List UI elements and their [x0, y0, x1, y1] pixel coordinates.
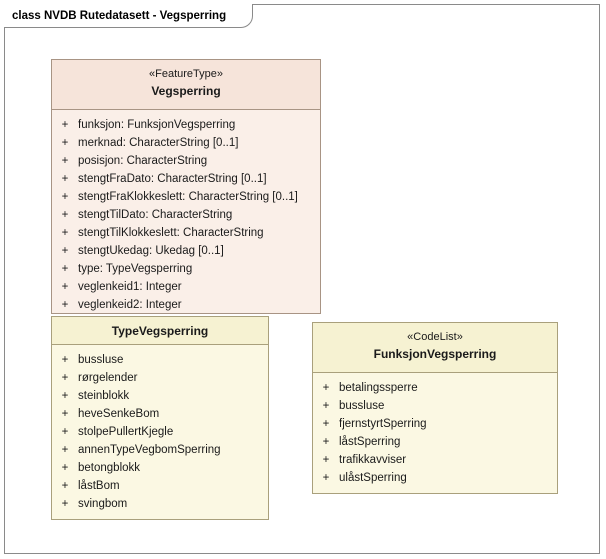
attribute-row — [52, 351, 268, 369]
attribute-visibility: + — [322, 436, 330, 448]
attribute-visibility: + — [322, 382, 330, 394]
attribute-text: posisjon: CharacterString — [78, 155, 208, 167]
class-name: FunksjonVegsperring — [373, 347, 497, 361]
attribute-visibility: + — [61, 480, 69, 492]
attribute-visibility: + — [322, 454, 330, 466]
class-name: TypeVegsperring — [111, 324, 209, 338]
class-stereotype: «CodeList» — [407, 331, 463, 343]
attribute-text: stengtUkedag: Ukedag [0..1] — [78, 245, 224, 257]
attribute-row — [52, 260, 320, 278]
class-stereotype: «FeatureType» — [149, 68, 223, 80]
attribute-visibility: + — [322, 400, 330, 412]
attribute-row — [52, 423, 268, 441]
attribute-row — [52, 459, 268, 477]
attribute-row — [52, 116, 320, 134]
attribute-row — [52, 170, 320, 188]
diagram-title: class NVDB Rutedatasett - Vegsperring — [12, 10, 227, 22]
attribute-visibility: + — [61, 227, 69, 239]
attribute-visibility: + — [61, 390, 69, 402]
class-header-vegsperring — [52, 60, 320, 110]
attribute-row — [313, 397, 557, 415]
attribute-visibility: + — [61, 281, 69, 293]
attribute-row — [52, 387, 268, 405]
attribute-row — [52, 188, 320, 206]
attribute-visibility: + — [61, 137, 69, 149]
attribute-row — [313, 415, 557, 433]
class-box-typevegsperring[interactable] — [51, 316, 269, 520]
attribute-row — [52, 206, 320, 224]
attribute-visibility: + — [61, 444, 69, 456]
attribute-visibility: + — [61, 462, 69, 474]
attribute-row — [52, 477, 268, 495]
attribute-text: heveSenkeBom — [78, 408, 160, 420]
attribute-text: svingbom — [78, 498, 128, 510]
attribute-row — [52, 495, 268, 513]
attribute-list-typevegsperring — [52, 345, 268, 521]
attribute-text: bussluse — [78, 354, 124, 366]
attribute-row — [52, 152, 320, 170]
diagram-title-tab — [4, 4, 253, 28]
attribute-visibility: + — [322, 418, 330, 430]
attribute-row — [52, 441, 268, 459]
attribute-text: rørgelender — [78, 372, 138, 384]
attribute-text: betongblokk — [78, 462, 141, 474]
attribute-visibility: + — [322, 472, 330, 484]
attribute-visibility: + — [61, 173, 69, 185]
attribute-visibility: + — [61, 354, 69, 366]
attribute-text: annenTypeVegbomSperring — [78, 444, 221, 456]
attribute-text: stengtFraDato: CharacterString [0..1] — [78, 173, 267, 185]
attribute-list-vegsperring — [52, 110, 320, 322]
attribute-visibility: + — [61, 408, 69, 420]
attribute-text: låstSperring — [339, 436, 401, 448]
attribute-text: type: TypeVegsperring — [78, 263, 193, 275]
attribute-row — [313, 469, 557, 487]
attribute-visibility: + — [61, 209, 69, 221]
attribute-text: ulåstSperring — [339, 472, 407, 484]
class-box-vegsperring[interactable] — [51, 59, 321, 314]
attribute-row — [313, 379, 557, 397]
class-header-typevegsperring — [52, 317, 268, 345]
attribute-text: stengtTilKlokkeslett: CharacterString — [78, 227, 264, 239]
attribute-row — [313, 433, 557, 451]
class-name: Vegsperring — [151, 84, 221, 98]
attribute-text: fjernstyrtSperring — [339, 418, 427, 430]
attribute-text: betalingssperre — [339, 382, 418, 394]
attribute-visibility: + — [61, 498, 69, 510]
attribute-visibility: + — [61, 263, 69, 275]
attribute-row — [52, 369, 268, 387]
attribute-text: veglenkeid1: Integer — [78, 281, 182, 293]
attribute-visibility: + — [61, 299, 69, 311]
attribute-text: veglenkeid2: Integer — [78, 299, 182, 311]
attribute-visibility: + — [61, 155, 69, 167]
attribute-visibility: + — [61, 119, 69, 131]
attribute-row — [52, 278, 320, 296]
class-box-funksjonvegsperring[interactable] — [312, 322, 558, 494]
attribute-list-funksjonvegsperring — [313, 373, 557, 495]
attribute-text: stengtTilDato: CharacterString — [78, 209, 233, 221]
attribute-text: steinblokk — [78, 390, 130, 402]
attribute-row — [52, 242, 320, 260]
attribute-visibility: + — [61, 372, 69, 384]
attribute-visibility: + — [61, 245, 69, 257]
attribute-text: stolpePullertKjegle — [78, 426, 174, 438]
class-header-funksjonvegsperring — [313, 323, 557, 373]
attribute-text: bussluse — [339, 400, 385, 412]
attribute-text: stengtFraKlokkeslett: CharacterString [0..1] — [78, 191, 298, 203]
attribute-row — [52, 134, 320, 152]
attribute-text: låstBom — [78, 480, 120, 492]
attribute-row — [52, 296, 320, 314]
attribute-row — [52, 405, 268, 423]
attribute-visibility: + — [61, 426, 69, 438]
attribute-row — [313, 451, 557, 469]
attribute-visibility: + — [61, 191, 69, 203]
attribute-text: merknad: CharacterString [0..1] — [78, 137, 239, 149]
attribute-text: funksjon: FunksjonVegsperring — [78, 119, 236, 131]
attribute-text: trafikkavviser — [339, 454, 407, 466]
attribute-row — [52, 224, 320, 242]
